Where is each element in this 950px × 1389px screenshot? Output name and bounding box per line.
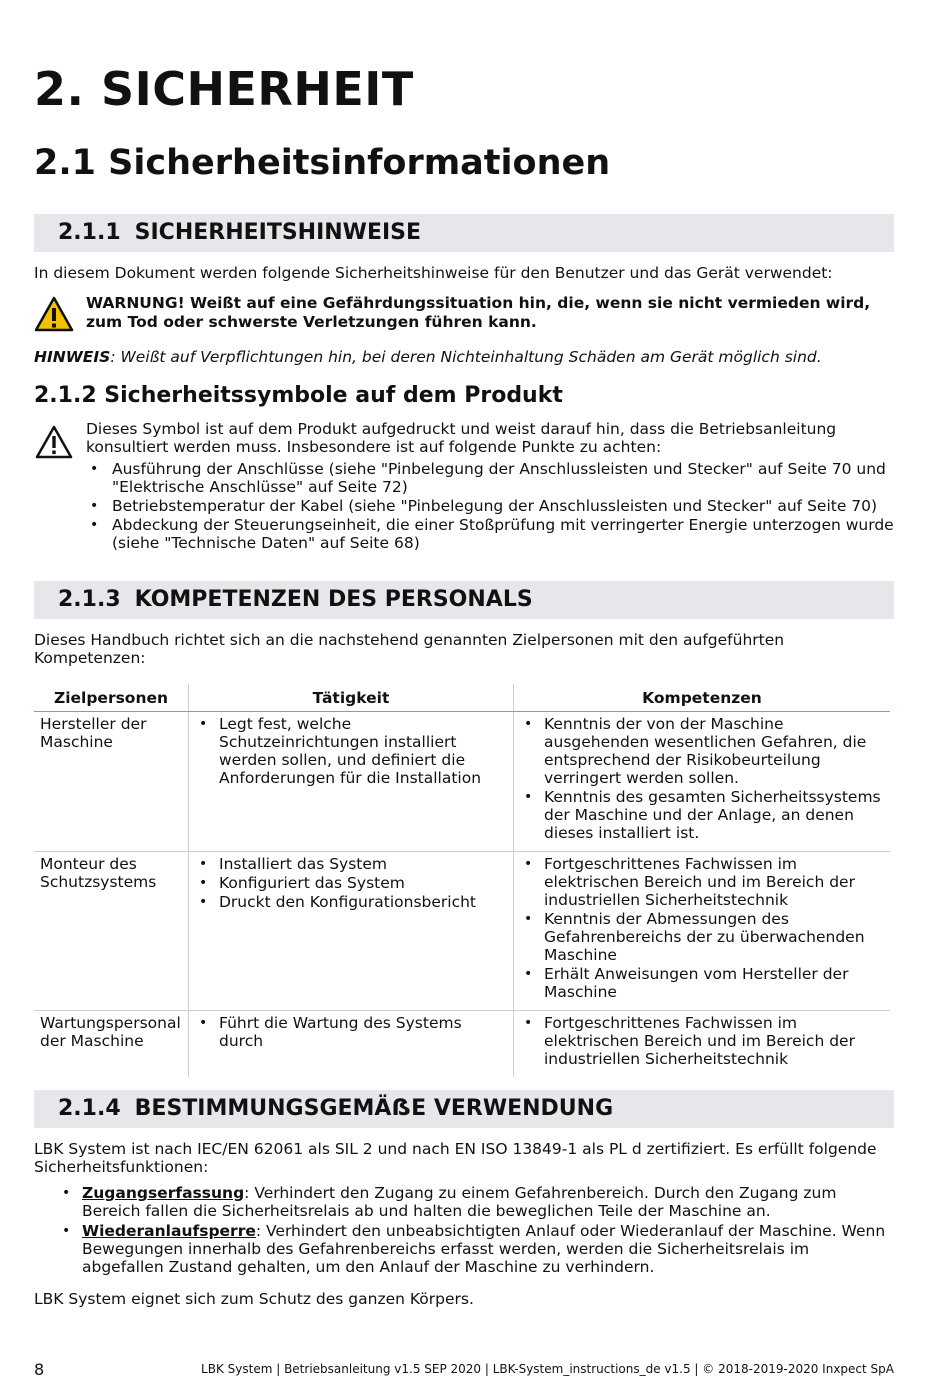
table-cell-activity	[189, 712, 514, 852]
hinweis-text: : Weißt auf Verpflichtungen hin, bei deren Nichteinhaltung Schäden am Gerät möglich sind.	[110, 348, 822, 366]
page-number: 8	[34, 1360, 45, 1379]
section-band-2-1-1	[34, 214, 894, 252]
safety-functions-list	[34, 1184, 894, 1276]
competence-table	[34, 684, 890, 1077]
list-item: • Kenntnis des gesamten Sicherheitssystems der Maschine und der Anlage, an denen dieses installiert ist.	[520, 788, 884, 842]
list-item: • Installiert das System	[195, 855, 507, 873]
table-cell-activity	[189, 1011, 514, 1078]
warning-triangle-icon	[34, 296, 74, 332]
personnel-intro-text: Dieses Handbuch richtet sich an die nachstehend genannten Zielpersonen mit den aufgeführten Kompetenzen:	[34, 631, 785, 667]
footer-text: LBK System | Betriebsanleitung v1.5 SEP 2020 | LBK-System_instructions_de v1.5 | © 2018-2019-2020 Inxpect SpA	[201, 1362, 894, 1376]
symbol-intro: Dieses Symbol ist auf dem Produkt aufgedruckt und weist darauf hin, dass die Betriebsanleitung konsultiert werden muss. Insbesondere ist auf folgende Punkte zu achten:	[86, 420, 837, 456]
table-row	[34, 852, 890, 1011]
closing-text: LBK System eignet sich zum Schutz des ganzen Körpers.	[34, 1290, 474, 1308]
list-item: • Erhält Anweisungen vom Hersteller der Maschine	[520, 965, 884, 1001]
column-header: Tätigkeit	[189, 684, 514, 712]
list-item: • Kenntnis der von der Maschine ausgehenden wesentlichen Gefahren, die entsprechend der Risikobeurteilung verringert werden sollen.	[520, 715, 884, 787]
safety-intro-text: In diesem Dokument werden folgende Sicherheitshinweise für den Benutzer und das Gerät verwendet:	[34, 264, 833, 282]
section-title: SICHERHEITSHINWEISE	[134, 220, 422, 245]
section-band-2-1-4	[34, 1090, 894, 1128]
section-title: KOMPETENZEN DES PERSONALS	[134, 587, 533, 612]
list-item: • Ausführung der Anschlüsse (siehe "Pinbelegung der Anschlussleisten und Stecker" auf Seite 70 und "Elektrische Anschlüsse" auf Seite 72)	[86, 460, 894, 496]
hinweis-label: HINWEIS	[34, 348, 111, 366]
symbol-points-list	[86, 460, 894, 552]
table-cell-competence	[514, 1011, 891, 1078]
column-header: Kompetenzen	[514, 684, 891, 712]
table-cell-activity	[189, 852, 514, 1011]
symbol-description	[86, 420, 894, 553]
table-row	[34, 712, 890, 852]
table-cell-competence	[514, 712, 891, 852]
safety-functions-block	[34, 1184, 894, 1278]
list-item: • Führt die Wartung des Systems durch	[195, 1014, 507, 1050]
chapter-heading: 2. SICHERHEIT	[34, 62, 414, 116]
table-cell-person: Hersteller der Maschine	[40, 715, 147, 751]
function-text: : Verhindert den unbeabsichtigten Anlauf oder Wiederanlauf der Maschine. Wenn Bewegungen innerhalb des Gefahrenbereichs erfasst werden, werden die Sicherheitsrelais im abgefallen Zustand gehalten, um den Anlauf der Maschine zu verhindern.	[82, 1222, 886, 1276]
list-item: • Betriebstemperatur der Kabel (siehe "Pinbelegung der Anschlussleisten und Stecker" auf Seite 70)	[86, 497, 894, 515]
function-term: Zugangserfassung	[82, 1184, 245, 1202]
list-item: • Fortgeschrittenes Fachwissen im elektrischen Bereich und im Bereich der industriellen Sicherheitstechnik	[520, 855, 884, 909]
list-item: • Abdeckung der Steuerungseinheit, die einer Stoßprüfung mit verringerter Energie unterzogen wurde (siehe "Technische Daten" auf Seite 68)	[86, 516, 894, 552]
hinweis-notice	[34, 348, 894, 366]
list-item: • Druckt den Konfigurationsbericht	[195, 893, 507, 911]
warning-text: WARNUNG! Weißt auf eine Gefährdungssituation hin, die, wenn sie nicht vermieden wird, zum Tod oder schwerste Verletzungen führen kann.	[86, 294, 871, 331]
list-item: • Kenntnis der Abmessungen des Gefahrenbereichs der zu überwachenden Maschine	[520, 910, 884, 964]
section-heading: 2.1 Sicherheitsinformationen	[34, 143, 611, 183]
list-item: • Konfiguriert das System	[195, 874, 507, 892]
list-item: • Legt fest, welche Schutzeinrichtungen installiert werden sollen, und definiert die Anforderungen für die Installation	[195, 715, 507, 787]
intended-use-intro: LBK System ist nach IEC/EN 62061 als SIL 2 und nach EN ISO 13849-1 als PL d zertifiziert. Es erfüllt folgende Sicherheitsfunktionen:	[34, 1140, 877, 1176]
caution-triangle-icon	[34, 424, 74, 460]
table-row	[34, 1011, 890, 1078]
subsection-heading-2-1-2: 2.1.2 Sicherheitssymbole auf dem Produkt	[34, 383, 563, 408]
section-number: 2.1.4	[58, 1096, 121, 1121]
table-cell-competence	[514, 852, 891, 1011]
function-term: Wiederanlaufsperre	[82, 1222, 256, 1240]
list-item: • Fortgeschrittenes Fachwissen im elektrischen Bereich und im Bereich der industriellen Sicherheitstechnik	[520, 1014, 884, 1068]
table-cell-person: Wartungspersonal der Maschine	[34, 1011, 189, 1078]
table-cell-person: Monteur des Schutzsystems	[34, 852, 189, 1011]
section-number: 2.1.3	[58, 587, 121, 612]
list-item	[34, 1222, 894, 1276]
function-text: : Verhindert den Zugang zu einem Gefahrenbereich. Durch den Zugang zum Bereich fallen die Sicherheitsrelais ab und halten die beweglichen Teile der Maschine an.	[82, 1184, 837, 1220]
section-title: BESTIMMUNGSGEMÄẞE VERWENDUNG	[134, 1096, 614, 1121]
list-item	[34, 1184, 894, 1220]
section-band-2-1-3	[34, 581, 894, 619]
column-header: Zielpersonen	[34, 684, 189, 712]
section-number: 2.1.1	[58, 220, 121, 245]
